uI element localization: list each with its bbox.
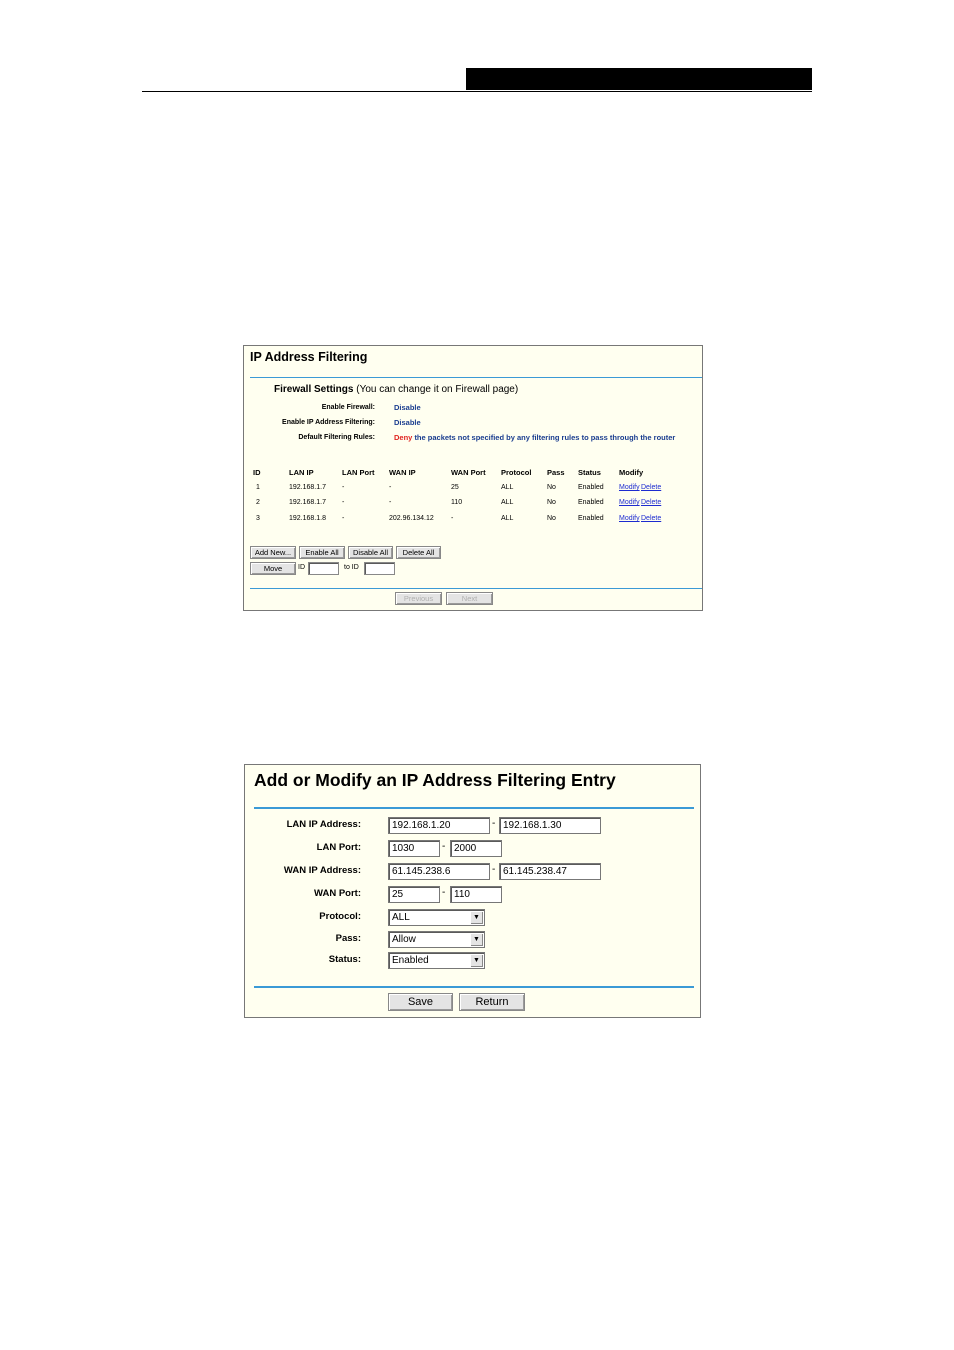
row-wan-port: 110: [451, 499, 463, 506]
wan-port-label: WAN Port:: [314, 888, 361, 899]
move-to-id-label: to ID: [344, 564, 359, 571]
delete-link[interactable]: Delete: [641, 515, 662, 522]
row-wan-ip: -: [389, 499, 392, 506]
add-new-button[interactable]: Add New...: [250, 546, 296, 559]
status-select[interactable]: [388, 952, 485, 969]
enable-ip-filtering-value: Disable: [394, 418, 421, 427]
firewall-settings-note: (You can change it on Firewall page): [356, 384, 519, 395]
col-lan-port: LAN Port: [342, 468, 375, 477]
row-protocol: ALL: [501, 484, 514, 491]
page-title: IP Address Filtering: [250, 350, 368, 364]
protocol-select-value: ALL: [392, 912, 410, 923]
disable-all-button[interactable]: Disable All: [348, 546, 393, 559]
pass-select[interactable]: [388, 931, 485, 948]
row-pass: No: [547, 515, 556, 522]
title-divider: [250, 377, 702, 378]
protocol-label: Protocol:: [319, 911, 361, 922]
move-to-id-input[interactable]: [364, 562, 395, 575]
chevron-down-icon[interactable]: ▼: [470, 933, 483, 946]
lan-port-end-input[interactable]: 2000: [450, 840, 502, 857]
entry-title-divider: [254, 807, 694, 809]
lan-ip-end-input[interactable]: 192.168.1.30: [499, 817, 601, 834]
delete-link[interactable]: Delete: [641, 484, 662, 491]
move-from-id-input[interactable]: [308, 562, 339, 575]
row-id: 2: [256, 499, 260, 506]
footer-divider: [250, 588, 702, 589]
previous-button[interactable]: Previous: [395, 592, 442, 605]
row-status: Enabled: [578, 499, 604, 506]
row-lan-port: -: [342, 515, 345, 522]
entry-footer-divider: [254, 986, 694, 988]
row-status: Enabled: [578, 515, 604, 522]
return-button[interactable]: Return: [459, 993, 525, 1011]
wan-ip-start-input[interactable]: 61.145.238.6: [388, 863, 490, 880]
header-rule: [142, 91, 812, 92]
status-select-value: Enabled: [392, 955, 429, 966]
enable-ip-filtering-label: Enable IP Address Filtering:: [282, 419, 375, 426]
enable-firewall-label: Enable Firewall:: [321, 404, 375, 411]
status-label: Status:: [328, 954, 361, 965]
row-lan-ip: 192.168.1.7: [289, 484, 326, 491]
move-button[interactable]: Move: [250, 562, 296, 575]
row-lan-port: -: [342, 499, 345, 506]
row-pass: No: [547, 499, 556, 506]
row-pass: No: [547, 484, 556, 491]
default-rules-deny: Deny: [394, 433, 413, 442]
modify-link[interactable]: Modify: [619, 499, 640, 506]
chevron-down-icon[interactable]: ▼: [470, 911, 483, 924]
next-button[interactable]: Next: [446, 592, 493, 605]
row-id: 1: [256, 484, 260, 491]
col-id: ID: [253, 468, 261, 477]
row-lan-ip: 192.168.1.8: [289, 515, 326, 522]
row-wan-port: 25: [451, 484, 459, 491]
protocol-select[interactable]: [388, 909, 485, 926]
firewall-settings-heading: Firewall Settings (You can change it on Firewall page): [274, 384, 519, 395]
row-protocol: ALL: [501, 515, 514, 522]
chevron-down-icon[interactable]: ▼: [470, 954, 483, 967]
header-black-bar: [466, 68, 812, 90]
wan-port-start-input[interactable]: 25: [388, 886, 440, 903]
pass-label: Pass:: [335, 933, 361, 944]
col-lan-ip: LAN IP: [289, 468, 314, 477]
modify-link[interactable]: Modify: [619, 484, 640, 491]
col-wan-port: WAN Port: [451, 468, 486, 477]
default-rules-text: the packets not specified by any filtering rules to pass through the router: [414, 433, 676, 442]
lan-ip-start-input[interactable]: 192.168.1.20: [388, 817, 490, 834]
lan-port-start-input[interactable]: 1030: [388, 840, 440, 857]
row-lan-ip: 192.168.1.7: [289, 499, 326, 506]
enable-firewall-value: Disable: [394, 403, 421, 412]
row-status: Enabled: [578, 484, 604, 491]
default-rules-value: [394, 433, 675, 442]
wan-ip-end-input[interactable]: 61.145.238.47: [499, 863, 601, 880]
pass-select-value: Allow: [392, 934, 416, 945]
lan-port-label: LAN Port:: [316, 842, 361, 853]
default-rules-label: Default Filtering Rules:: [298, 434, 375, 441]
entry-panel: [244, 764, 701, 1018]
range-separator: -: [442, 887, 446, 898]
row-protocol: ALL: [501, 499, 514, 506]
col-pass: Pass: [547, 468, 565, 477]
row-lan-port: -: [342, 484, 345, 491]
col-modify: Modify: [619, 468, 644, 477]
entry-title: Add or Modify an IP Address Filtering Entry: [254, 770, 616, 790]
col-protocol: Protocol: [501, 468, 532, 477]
range-separator: -: [492, 864, 496, 875]
move-id-label: ID: [298, 564, 305, 571]
row-wan-ip: -: [389, 484, 392, 491]
col-status: Status: [578, 468, 601, 477]
modify-link[interactable]: Modify: [619, 515, 640, 522]
row-wan-ip: 202.96.134.12: [389, 515, 434, 522]
wan-ip-label: WAN IP Address:: [283, 865, 361, 876]
save-button[interactable]: Save: [388, 993, 453, 1011]
range-separator: -: [492, 818, 496, 829]
ip-filtering-panel: [243, 345, 703, 611]
lan-ip-label: LAN IP Address:: [286, 819, 361, 830]
range-separator: -: [442, 841, 446, 852]
delete-link[interactable]: Delete: [641, 499, 662, 506]
row-wan-port: -: [451, 515, 454, 522]
delete-all-button[interactable]: Delete All: [396, 546, 441, 559]
enable-all-button[interactable]: Enable All: [299, 546, 345, 559]
wan-port-end-input[interactable]: 110: [450, 886, 502, 903]
row-id: 3: [256, 515, 260, 522]
col-wan-ip: WAN IP: [389, 468, 416, 477]
